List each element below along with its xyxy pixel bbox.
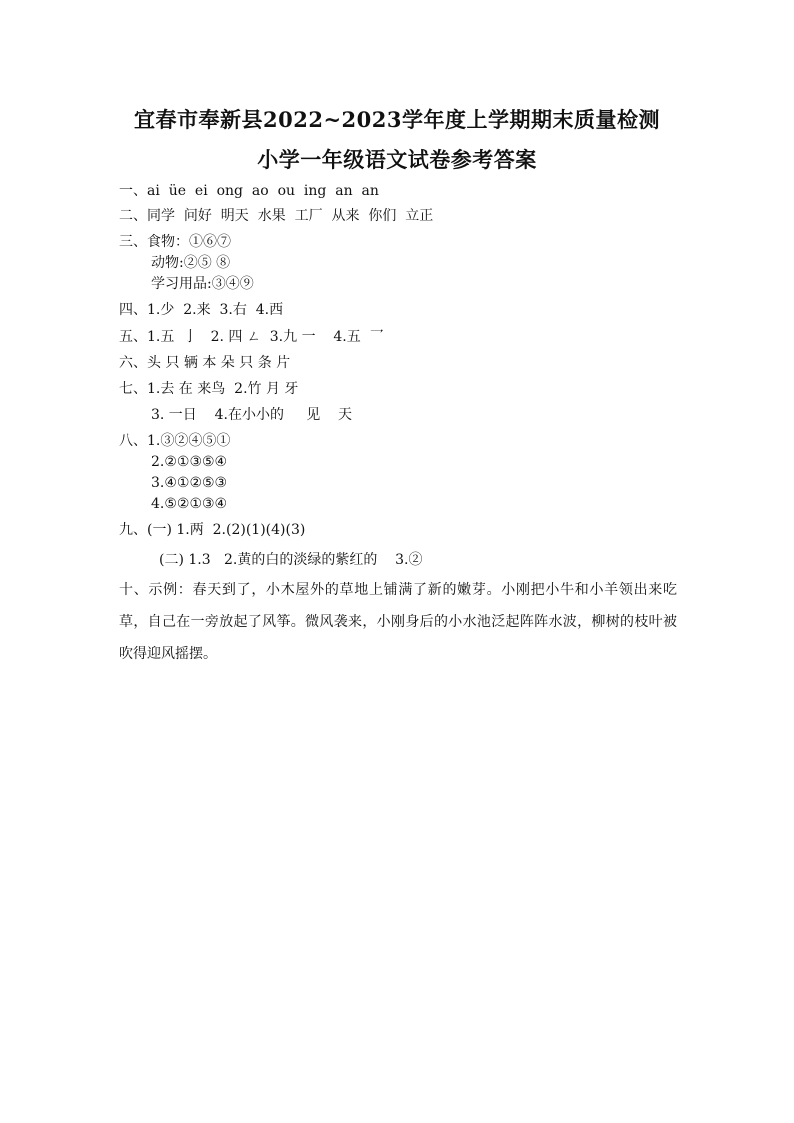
answer-q1: 一、ai üe ei ong ao ou ing an an — [119, 183, 379, 199]
answer-q4: 四、1.少 2.来 3.右 4.西 — [119, 302, 284, 318]
answer-q3: 三、食物：①⑥⑦ — [119, 234, 231, 250]
answer-q2: 二、同学 问好 明天 水果 工厂 从来 你们 立正 — [119, 208, 434, 224]
answer-q6: 六、头 只 辆 本 朵 只 条 片 — [119, 355, 291, 371]
answer-q3-animals: 动物:②⑤ ⑧ — [151, 255, 231, 271]
page-subtitle: 小学一年级语文试卷参考答案 — [257, 147, 537, 172]
answer-q8-4: 4.⑤②①③④ — [151, 496, 228, 512]
answer-q5: 五、1.五 亅 2. 四 ㄥ 3.九 一 4.五 乛 — [119, 329, 384, 345]
answer-q7-line2: 3. 一日 4.在小小的 见 天 — [151, 407, 353, 423]
answer-q8-1: 八、1.③②④⑤① — [119, 433, 231, 449]
answer-q8-3: 3.④①②⑤③ — [151, 475, 228, 491]
answer-q8-2: 2.②①③⑤④ — [151, 454, 228, 470]
page-title: 宜春市奉新县2022~2023学年度上学期期末质量检测 — [134, 107, 660, 132]
answer-q9-part1: 九、(一) 1.两 2.(2)(1)(4)(3) — [119, 522, 306, 538]
answer-q3-supplies: 学习用品:③④⑨ — [151, 276, 254, 292]
answer-q10-paragraph: 十、示例：春天到了，小木屋外的草地上铺满了新的嫩芽。小刚把小牛和小羊领出来吃草，自己在一旁放起了风筝。微风袭来，小刚身后的小水池泛起阵阵水波，柳树的枝叶被吹得迎风摇摆。 — [119, 582, 677, 662]
answer-q7-line1: 七、1.去 在 来鸟 2.竹 月 牙 — [119, 381, 299, 397]
answer-q9-part2: (二) 1.3 2.黄的白的淡绿的紫红的 3.② — [159, 552, 423, 568]
